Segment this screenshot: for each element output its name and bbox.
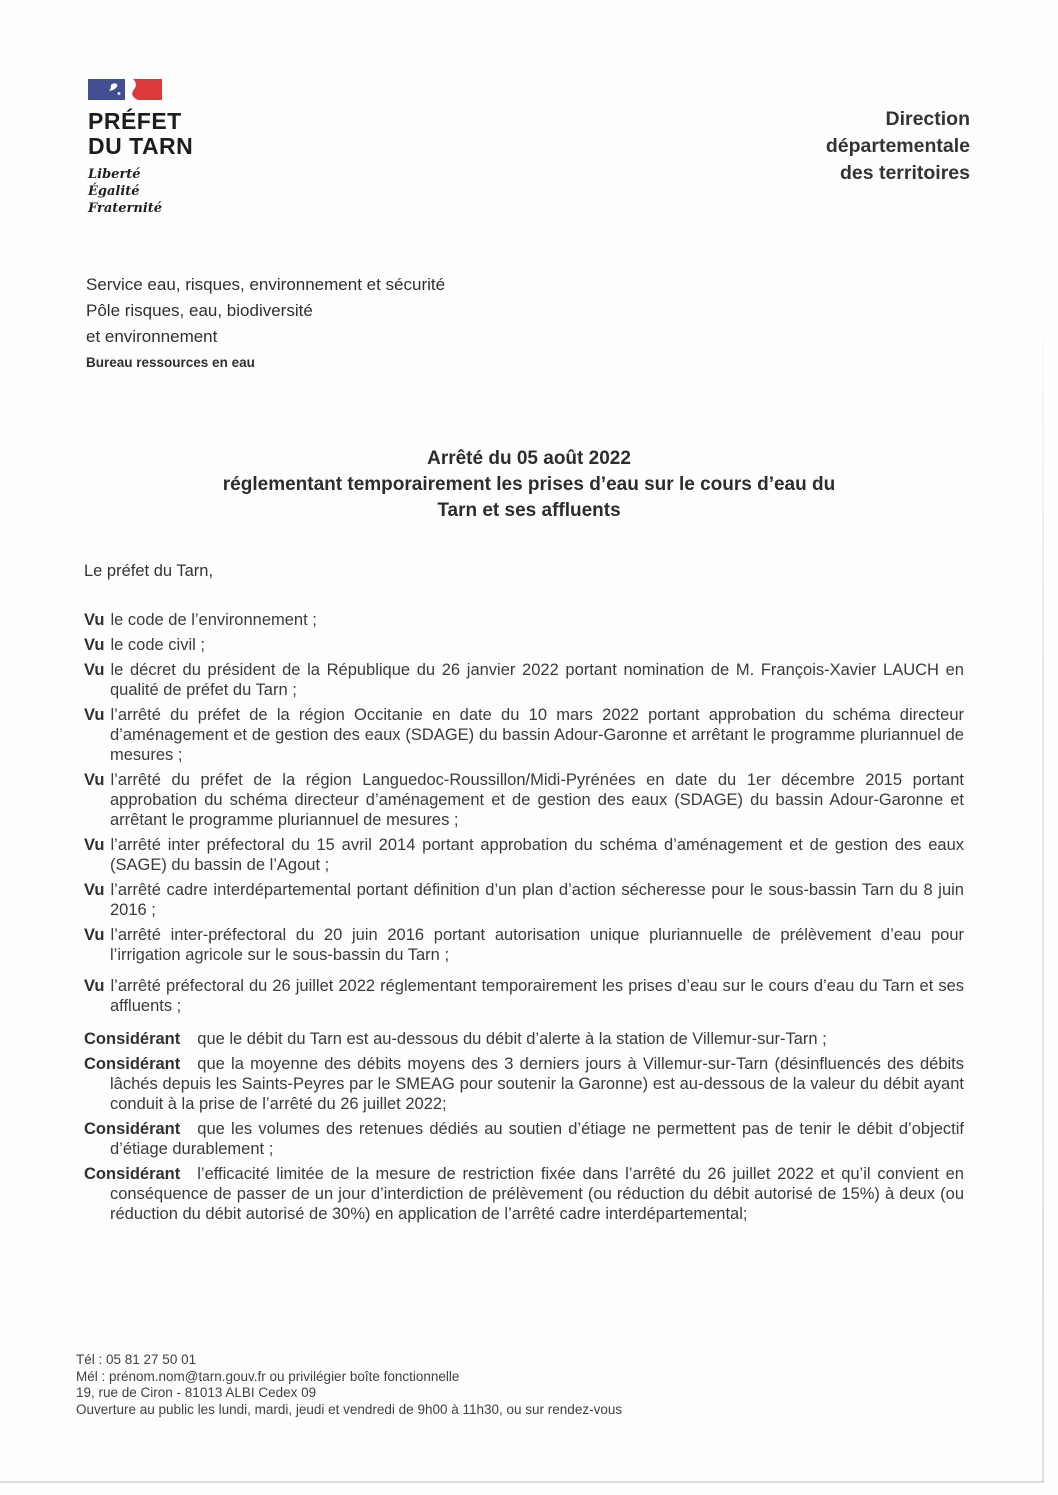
document-title bbox=[0, 446, 1058, 524]
vu-keyword: Vu bbox=[84, 881, 105, 899]
motto-fraternite: Fraternité bbox=[88, 201, 163, 216]
vu-keyword: Vu bbox=[84, 636, 105, 654]
vu-item bbox=[84, 635, 964, 655]
direction-line: des territoires bbox=[839, 162, 970, 184]
motto-egalite: Égalité bbox=[88, 184, 140, 199]
vu-item bbox=[84, 770, 964, 830]
considerant-keyword: Considérant bbox=[84, 1030, 181, 1048]
service-name: Service eau, risques, environnement et sécurité bbox=[86, 275, 446, 294]
considerant-item bbox=[84, 1029, 964, 1049]
footer-phone: Tél : 05 81 27 50 01 bbox=[76, 1352, 197, 1367]
considerant-text: que les volumes des retenues dédiés au soutien d’étiage ne permettent pas de tenir le débit d’objectif d’étiage durablement ; bbox=[110, 1120, 964, 1158]
contact-footer bbox=[76, 1352, 622, 1418]
vu-text: l’arrêté inter-préfectoral du 20 juin 2016 portant autorisation unique pluriannuelle de prélèvement d’eau pour l’irrigation agricole sur le sous-bassin du Tarn ; bbox=[110, 926, 964, 964]
considerant-item bbox=[84, 1119, 964, 1159]
vu-item bbox=[84, 705, 964, 765]
prefecture-brand-block bbox=[88, 78, 193, 217]
direction-line: Direction bbox=[885, 108, 970, 130]
document-body bbox=[84, 610, 964, 1229]
vu-item bbox=[84, 925, 964, 965]
vu-text: le code de l’environnement ; bbox=[110, 611, 317, 629]
considerant-section bbox=[84, 1029, 964, 1224]
pole-name-line2: et environnement bbox=[86, 327, 218, 346]
vu-keyword: Vu bbox=[84, 706, 105, 724]
salutation: Le préfet du Tarn, bbox=[84, 562, 214, 580]
vu-text: l’arrêté du préfet de la région Occitanie en date du 10 mars 2022 portant approbation du schéma directeur d’aménagement et de gestion des eaux (SDAGE) du bassin Adour-Garonne et arrêtant le programme pluriannuel de mesures ; bbox=[110, 706, 964, 764]
motto-liberte: Liberté bbox=[88, 167, 141, 182]
vu-text: l’arrêté inter préfectoral du 15 avril 2014 portant approbation du schéma d’aménagement et de gestion des eaux (SAGE) du bassin de l’Agout ; bbox=[110, 836, 964, 874]
considerant-keyword: Considérant bbox=[84, 1165, 181, 1183]
vu-text: le décret du président de la République du 26 janvier 2022 portant nomination de M. François-Xavier LAUCH en qualité de préfet du Tarn ; bbox=[110, 661, 964, 699]
vu-item bbox=[84, 976, 964, 1016]
considerant-keyword: Considérant bbox=[84, 1055, 181, 1073]
vu-text: l’arrêté préfectoral du 26 juillet 2022 réglementant temporairement les prises d’eau sur le cours d’eau du Tarn et ses affluents ; bbox=[110, 977, 964, 1015]
vu-keyword: Vu bbox=[84, 611, 105, 629]
vu-item bbox=[84, 660, 964, 700]
direction-block bbox=[826, 106, 970, 187]
footer-address: 19, rue de Ciron - 81013 ALBI Cedex 09 bbox=[76, 1385, 317, 1400]
vu-keyword: Vu bbox=[84, 771, 105, 789]
vu-text: le code civil ; bbox=[110, 636, 205, 654]
prefecture-name-line2: DU TARN bbox=[88, 133, 194, 159]
vu-keyword: Vu bbox=[84, 926, 105, 944]
vu-text: l’arrêté cadre interdépartemental portant définition d’un plan d’action sécheresse pour le sous-bassin Tarn du 8 juin 2016 ; bbox=[110, 881, 964, 919]
considerant-item bbox=[84, 1164, 964, 1224]
pole-name-line1: Pôle risques, eau, biodiversité bbox=[86, 301, 313, 320]
scan-edge-vertical bbox=[1042, 290, 1044, 1482]
vu-item bbox=[84, 835, 964, 875]
vu-keyword: Vu bbox=[84, 661, 105, 679]
considerant-item bbox=[84, 1054, 964, 1114]
prefecture-name-line1: PRÉFET bbox=[88, 108, 182, 134]
considerant-keyword: Considérant bbox=[84, 1120, 181, 1138]
considerant-text: l’efficacité limitée de la mesure de restriction fixée dans l’arrêté du 26 juillet 2022 et qu’il convient en conséquence de passer de un jour d’interdiction de prélèvement (ou réduction du débit autorisé de 15%) à deux (ou réduction du débit autorisé de 30%) en application de l’arrêté cadre interdépartemental; bbox=[110, 1165, 964, 1223]
vu-item bbox=[84, 880, 964, 920]
title-line-subject: réglementant temporairement les prises d’eau sur le cours d’eau du bbox=[222, 474, 836, 495]
republic-motto bbox=[88, 166, 193, 217]
direction-line: départementale bbox=[825, 135, 970, 157]
prefecture-name bbox=[88, 109, 193, 159]
vu-keyword: Vu bbox=[84, 977, 105, 995]
footer-email: Mél : prénom.nom@tarn.gouv.fr ou privilégier boîte fonctionnelle bbox=[76, 1368, 460, 1384]
vu-text: l’arrêté du préfet de la région Languedoc-Roussillon/Midi-Pyrénées en date du 1er décembre 2015 portant approbation du schéma directeur d’aménagement et de gestion des eaux (SDAGE) du bassin Adour-Garonne et arrêtant le programme pluriannuel de mesures ; bbox=[110, 771, 964, 829]
french-flag-marianne-icon bbox=[88, 78, 164, 102]
scan-edge-horizontal bbox=[0, 1481, 1044, 1483]
title-line-scope: Tarn et ses affluents bbox=[437, 500, 621, 521]
vu-keyword: Vu bbox=[84, 836, 105, 854]
service-block bbox=[86, 272, 445, 371]
considerant-text: que la moyenne des débits moyens des 3 derniers jours à Villemur-sur-Tarn (désinfluencés des débits lâchés depuis les Saints-Peyres par le SMEAG pour soutenir la Garonne) est au-dessous de la valeur du débit ayant conduit à la prise de l’arrêté du 26 juillet 2022; bbox=[110, 1055, 964, 1113]
footer-opening-hours: Ouverture au public les lundi, mardi, jeudi et vendredi de 9h00 à 11h30, ou sur rendez-vous bbox=[76, 1401, 623, 1417]
considerant-text: que le débit du Tarn est au-dessous du débit d’alerte à la station de Villemur-sur-Tarn ; bbox=[197, 1030, 827, 1048]
bureau-name: Bureau ressources en eau bbox=[86, 355, 255, 370]
vu-item bbox=[84, 610, 964, 630]
title-line-date: Arrêté du 05 août 2022 bbox=[427, 448, 631, 469]
